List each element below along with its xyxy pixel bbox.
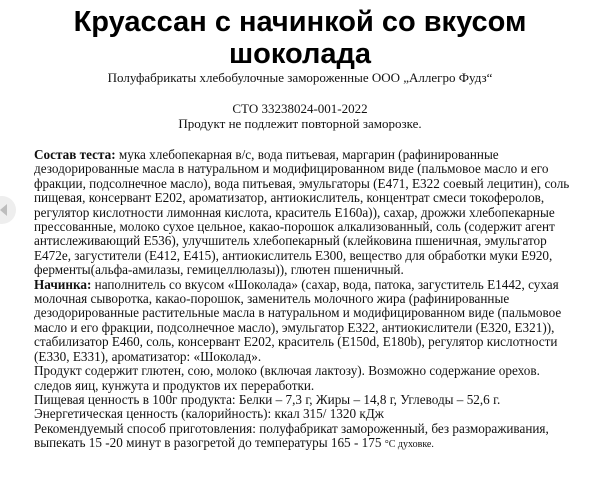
dough-label: Состав теста: [34,147,116,162]
label-body [34,148,574,453]
product-title: Круассан с начинкой со вкусом шоколада [73,6,527,70]
dough-composition [34,148,574,278]
filling-text: наполнитель со вкусом «Шоколада» (сахар, вода, патока, загуститель Е1442, сухая молочная сыворотка, какао-порошок, заменитель молочного жира (рафинированные дезодорированные растительные масла в натуральном и модифицированном виде (пальмовое масло и его фракции, подсолнечное масло), эмульгатор Е322, антиокислители (Е320, Е321)), стабилизатор Е460, соль, консервант Е202, краситель (Е150d, Е180b), регулятор кислотности (Е330, Е331), ароматизатор: «Шоколад». [34,276,562,364]
preparation-temperature-unit: °С духовке. [384,439,434,451]
dough-text: мука хлебопекарная в/с, вода питьевая, маргарин (рафинированные дезодорированные масла в натуральном и модифицированном виде (пальмовое масло и его фракции, подсолнечное масло), вода питьевая, эмульгаторы (Е471, Е322 соевый лецитин), соль пищевая, консервант Е202, ароматизатор, антиокислитель, концентрат смеси токоферолов, регулятор кислотности лимонная кислота, краситель Е160а)), сахар, дрожжи хлебопекарные прессованные, молоко сухое цельное, какао-порошок алкализованный, соль (содержит агент антислеживающий Е536), улучшитель хлебопекарный (клейковина пшеничная, эмульгатор Е472е, загустители (Е412, Е415), антиокислитель Е300, вещество для обработки муки Е920, ферменты(альфа-амилазы, гемицеллюлазы)), глютен пшеничный. [34,147,570,278]
chevron-left-icon [0,204,8,216]
filling-composition [34,278,574,364]
energy-value: Энергетическая ценность (калорийность): ккал 315/ 1320 кДж [34,406,384,422]
producer-line: Полуфабрикаты хлебобулочные замороженные ООО „Аллегро Фудз“ [107,70,493,85]
standard-code: СТО 33238024-001-2022 [232,101,368,116]
allergen-statement: Продукт содержит глютен, сою, молоко (включая лактозу). Возможно содержание орехов. следов яиц, кунжута и продуктов их переработки. [34,363,540,393]
previous-page-button[interactable] [0,196,16,224]
nutrition-facts: Пищевая ценность в 100г продукта: Белки – 7,3 г, Жиры – 14,8 г, Углеводы – 52,6 г. [34,391,501,407]
refreeze-notice: Продукт не подлежит повторной заморозке. [178,116,422,131]
preparation-method [34,422,574,453]
preparation-text: Рекомендуемый способ приготовления: полуфабрикат замороженный, без размораживания, выпекать 15 -20 минут в разогретой до температуры 165 - 175 [34,420,549,451]
filling-label: Начинка: [34,276,92,292]
